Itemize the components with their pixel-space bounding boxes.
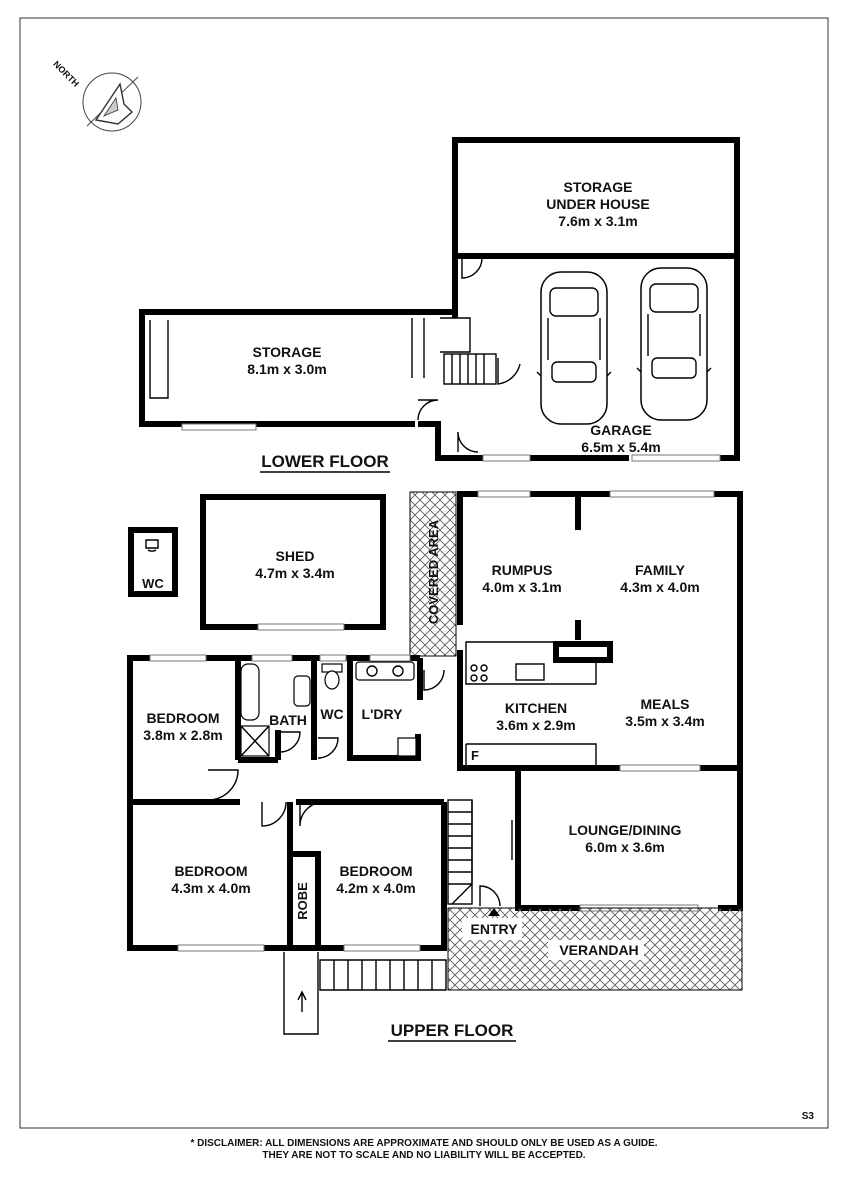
bedroom1-label: BEDROOM [146, 710, 220, 726]
storage-label: STORAGE [252, 344, 322, 360]
verandah-label: VERANDAH [559, 942, 639, 958]
laundry-label: L'DRY [361, 706, 403, 722]
disclaimer-line-2: THEY ARE NOT TO SCALE AND NO LIABILITY WILL BE ACCEPTED. [262, 1150, 586, 1161]
bedroom2-size: 4.3m x 4.0m [171, 880, 251, 896]
upper-floor-title: UPPER FLOOR [390, 1021, 514, 1040]
bath-label: BATH [269, 712, 307, 728]
car-icon [637, 268, 711, 420]
storage-under-house-label-2: UNDER HOUSE [546, 196, 650, 212]
family-size: 4.3m x 4.0m [620, 579, 700, 595]
disclaimer-line-1: * DISCLAIMER: ALL DIMENSIONS ARE APPROXIMATE AND SHOULD ONLY BE USED AS A GUIDE. [190, 1138, 658, 1149]
lounge-dining-size: 6.0m x 3.6m [585, 839, 665, 855]
kitchen-label: KITCHEN [504, 700, 568, 716]
storage-under-house-label: STORAGE [563, 179, 633, 195]
bedroom1-size: 3.8m x 2.8m [143, 727, 223, 743]
garage-size: 6.5m x 5.4m [581, 439, 661, 455]
meals-size: 3.5m x 3.4m [625, 713, 705, 729]
covered-area-label: COVERED AREA [426, 519, 441, 625]
bedroom3-size: 4.2m x 4.0m [336, 880, 416, 896]
robe-label: ROBE [295, 882, 310, 920]
north-arrow-icon [83, 73, 141, 131]
shed-label: SHED [275, 548, 315, 564]
storage-size: 8.1m x 3.0m [247, 361, 327, 377]
garage-label: GARAGE [590, 422, 652, 438]
wc-label: WC [320, 706, 344, 722]
kitchen-size: 3.6m x 2.9m [496, 717, 576, 733]
sheet-number: S3 [801, 1111, 814, 1122]
bedroom3-label: BEDROOM [339, 863, 413, 879]
north-label: NORTH [51, 59, 81, 89]
lower-stairs [440, 318, 496, 384]
meals-label: MEALS [640, 696, 690, 712]
outside-wc-label: WC [142, 576, 164, 591]
bedroom2-label: BEDROOM [174, 863, 248, 879]
lower-floor-title: LOWER FLOOR [261, 452, 389, 471]
rumpus-label: RUMPUS [491, 562, 553, 578]
shed-size: 4.7m x 3.4m [255, 565, 335, 581]
fridge-label: F [471, 748, 479, 763]
entry-label: ENTRY [470, 921, 518, 937]
car-icon [537, 272, 611, 424]
storage-under-house-size: 7.6m x 3.1m [558, 213, 638, 229]
lounge-dining-label: LOUNGE/DINING [568, 822, 682, 838]
rumpus-size: 4.0m x 3.1m [482, 579, 562, 595]
lower-floor-plan [142, 140, 737, 461]
family-label: FAMILY [634, 562, 686, 578]
upper-stairs [448, 800, 472, 904]
